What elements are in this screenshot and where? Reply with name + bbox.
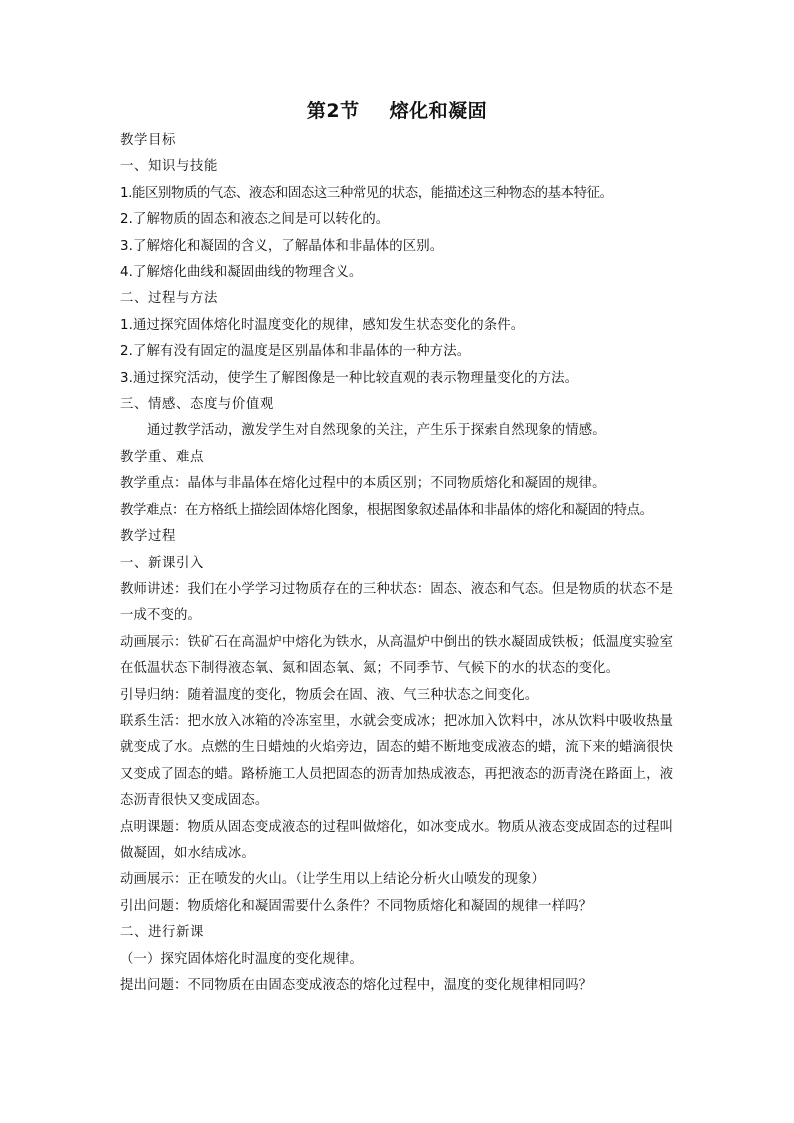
heading-teaching-process: 教学过程: [120, 529, 176, 545]
paragraph: 引导归纳：随着温度的变化，物质会在固、液、气三种状态之间变化。: [120, 687, 539, 703]
title-topic: 熔化和凝固: [389, 100, 488, 122]
title-section-number: 第2节: [306, 100, 360, 122]
paragraph: 点明课题：物质从固态变成液态的过程叫做熔化，如冰变成水。物质从液态变成固态的过程叫做凝固，如水结成冰。: [120, 819, 674, 861]
paragraph: 3.通过探究活动，使学生了解图像是一种比较直观的表示物理量变化的方法。: [120, 370, 579, 386]
heading-new-lesson: 二、进行新课: [120, 925, 204, 941]
heading-emotion-values: 三、情感、态度与价值观: [120, 397, 274, 413]
heading-teaching-goals: 教学目标: [120, 133, 176, 148]
paragraph: 引出问题：物质熔化和凝固需要什么条件？不同物质熔化和凝固的规律一样吗？: [120, 898, 593, 914]
paragraph: 通过教学活动，激发学生对自然现象的关注，产生乐于探索自然现象的情感。: [147, 423, 606, 439]
paragraph: 教师讲述：我们在小学学习过物质存在的三种状态：固态、液态和气态。但是物质的状态不是一成不变的。: [120, 581, 674, 624]
page-title: [0, 97, 794, 125]
paragraph: （一）探究固体熔化时温度的变化规律。: [120, 951, 363, 967]
paragraph: 动画展示：铁矿石在高温炉中熔化为铁水，从高温炉中倒出的铁水凝固成铁板；低温度实验室在低温状态下制得液态氧、氮和固态氧、氮；不同季节、气候下的水的状态的变化。: [120, 634, 674, 677]
heading-knowledge-skills: 一、知识与技能: [120, 159, 218, 175]
paragraph: 3.了解熔化和凝固的含义，了解晶体和非晶体的区别。: [120, 238, 444, 254]
paragraph: 1.通过探究固体熔化时温度变化的规律，感知发生状态变化的条件。: [120, 317, 525, 333]
paragraph: 4.了解熔化曲线和凝固曲线的物理含义。: [120, 265, 363, 281]
heading-key-difficult-points: 教学重、难点: [120, 449, 204, 465]
paragraph: 1.能区别物质的气态、液态和固态这三种常见的状态，能描述这三种物态的基本特征。: [120, 185, 613, 201]
heading-new-lesson-intro: 一、新课引入: [120, 555, 204, 571]
paragraph: 动画展示：正在喷发的火山。（让学生用以上结论分析火山喷发的现象）: [120, 872, 545, 888]
paragraph: 教学重点：晶体与非晶体在熔化过程中的本质区别；不同物质熔化和凝固的规律。: [120, 476, 606, 492]
paragraph: 教学难点：在方格纸上描绘固体熔化图象，根据图象叙述晶体和非晶体的熔化和凝固的特点。: [120, 502, 653, 518]
paragraph: 联系生活：把水放入冰箱的冷冻室里，水就会变成冰；把冰加入饮料中，冰从饮料中吸收热量就变成了水。点燃的生日蜡烛的火焰旁边，固态的蜡不断地变成液态的蜡，流下来的蜡滴很快又变成了固态的蜡。路桥施工人员把固态的沥青加热成液态，再把液态的沥青浇在路面上，液态沥青很快又变成固态。: [120, 713, 674, 809]
heading-process-methods: 二、过程与方法: [120, 291, 218, 307]
paragraph: 2.了解物质的固态和液态之间是可以转化的。: [120, 212, 390, 228]
paragraph: 2.了解有没有固定的温度是区别晶体和非晶体的一种方法。: [120, 344, 471, 360]
paragraph: 提出问题：不同物质在由固态变成液态的熔化过程中，温度的变化规律相同吗？: [120, 978, 593, 993]
document-body: [120, 128, 680, 999]
